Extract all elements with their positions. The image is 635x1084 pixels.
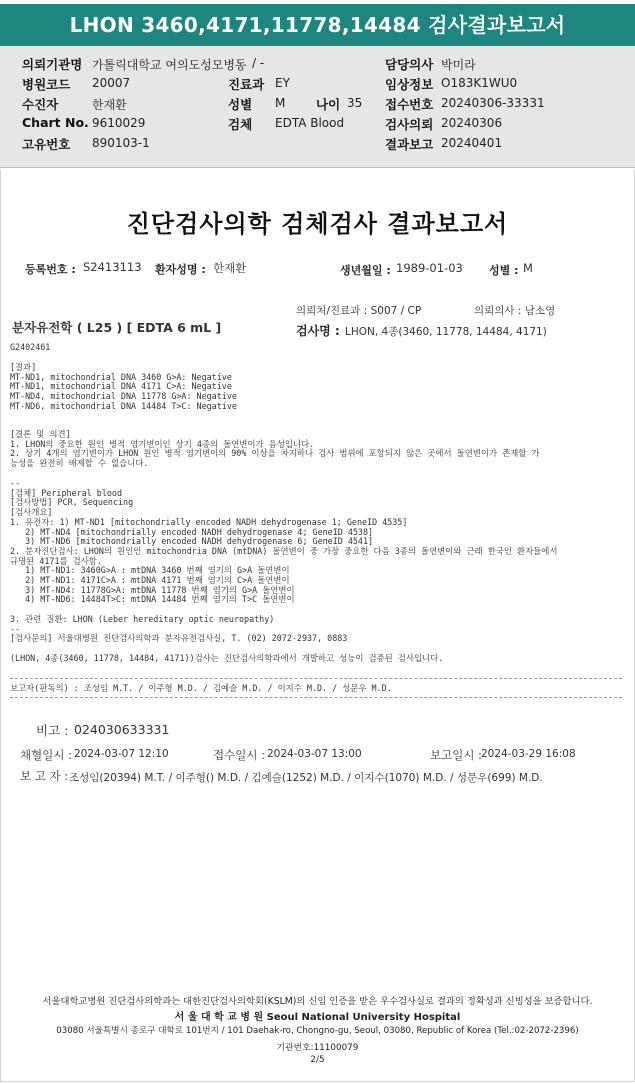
report-header <box>0 46 635 168</box>
receipt-label: 접수번호 <box>385 97 434 112</box>
specimen-id: G2402461 <box>10 342 51 352</box>
method-block: -- [검체] Peripheral blood [검사방법] PCR, Sequencing [검사개요] 1. 유전자: 1) MT-ND1 [mitochondrially encoded NADH dehydrogenase 1; GeneID 4535] 2) MT-ND4 [mitochondrially encoded NADH dehydrogenase 4; GeneID 4538] 3) MT-ND6 [mitochondrially encoded NADH dehydrogenase 6; GeneID 4541] 2. 분자진단검사: LHON의 원인인 mitochondria DNA (mtDNA) 돌연변이 중 가장 중요한 다음 3종의 돌연변이와 근래 한국인 환자들에서 규명된 4171를 검사함. 1) MT-ND1: 3460G>A : mtDNA 3460 번째 염기의 G>A 돌연변이 2) MT-ND1: 4171C>A : mtDNA 4171 번째 염기의 C>A 돌연변이 3) MT-ND4: 11778G>A: mtDNA 11778 번째 염기의 G>A 돌연변이 4) MT-ND6: 14484T>C: mtDNA 14484 번째 염기의 T>C 돌연변이 3. 관련 질환: LHON (Leber hereditary optic neuropathy) -- [검사문의] 서울대병원 진단검사의학과 분자유전검사실, T. (02) 2072-2937, 0883 (LHON, 4종(3460, 11778, 14484, 4171))검사는 진단검사의학과에서 개발하고 성능이 검증된 검사입니다. <box>10 478 558 663</box>
chart-no-value: 9610029 <box>92 116 146 130</box>
reporter-label: 보 고 자 : <box>20 769 69 783</box>
reporters-line: 보고자(판독의) : 조성임 M.T. / 이주형 M.D. / 김예슬 M.D. / 이지수 M.D. / 성문우 M.D. <box>10 683 392 693</box>
receipt-value: 20240306-33331 <box>441 96 545 110</box>
reporter-value: 조성임(20394) M.T. / 이주형() M.D. / 김예슬(1252) M.D. / 이지수(1070) M.D. / 성문우(699) M.D. <box>69 772 543 784</box>
report-time-value: 2024-03-29 16:08 <box>481 748 576 760</box>
unique-no-label: 고유번호 <box>22 137 71 152</box>
report-time-label: 보고일시 : <box>430 748 482 762</box>
institution-label: 의뢰기관명 <box>22 57 83 72</box>
clinical-label: 임상정보 <box>385 77 434 92</box>
reg-no-label: 등록번호 : <box>25 263 76 276</box>
report-label: 결과보고 <box>385 137 434 152</box>
results-block: [결과] MT-ND1, mitochondrial DNA 3460 G>A: Negative MT-ND1, mitochondrial DNA 4171 C>A: Negative MT-ND4, mitochondrial DNA 11778 G>A: Negative MT-ND6, mitochondrial DNA 14484 T>C: Negative <box>10 362 237 411</box>
dob-value: 1989-01-03 <box>396 261 463 275</box>
clinical-value: O183K1WU0 <box>441 76 518 90</box>
request-value: 20240306 <box>441 116 503 130</box>
collect-label: 채혈일시 : <box>20 748 72 762</box>
sex-label: 성별 <box>228 97 253 112</box>
report-value: 20240401 <box>441 136 503 150</box>
collector-value: 한재환 <box>92 98 127 112</box>
sex-label-doc: 성별 : <box>489 264 519 277</box>
report-title-bar: LHON 3460,4171,11778,14484 검사결과보고서 <box>0 4 635 46</box>
specimen-label: 검체 <box>228 117 253 132</box>
dob-label: 생년월일 : <box>340 264 391 277</box>
specimen-value: EDTA Blood <box>275 116 345 130</box>
doctor-label: 담당의사 <box>385 57 434 72</box>
dept-label: 진료과 <box>228 77 265 92</box>
sex-value: M <box>275 96 286 110</box>
institution-code: 기관번호:11100079 <box>276 1043 359 1053</box>
note-label: 비고 : <box>36 723 69 738</box>
institution-value: 가톨릭대학교 여의도성모병동 <box>92 58 247 72</box>
dept-value: EY <box>275 76 290 90</box>
doctor-value: 박미라 <box>441 58 476 72</box>
age-value: 35 <box>347 96 363 110</box>
collector-label: 수진자 <box>22 97 59 112</box>
age-label: 나이 <box>316 97 341 112</box>
certification-note: 서울대학교병원 진단검사의학과는 대한진단검사의학회(KSLM)의 신임 인증을 받은 우수검사실로 결과의 정확성과 신빙성을 보증합니다. <box>42 996 593 1007</box>
institution-suffix: / - <box>252 56 265 70</box>
chart-no-label: Chart No. <box>22 115 89 130</box>
patient-label: 환자성명 : <box>155 263 206 276</box>
receive-value: 2024-03-07 13:00 <box>267 748 362 760</box>
referring-doctor: 의뢰의사 : 남소영 <box>474 305 556 317</box>
divider-top <box>10 678 622 679</box>
divider-bottom <box>10 697 622 698</box>
document-title: 진단검사의학 검체검사 결과보고서 <box>126 210 509 238</box>
hospital-code-label: 병원코드 <box>22 77 71 92</box>
test-name-value: LHON, 4종(3460, 11778, 14484, 4171) <box>345 326 547 338</box>
unique-no-value: 890103-1 <box>92 136 150 150</box>
hospital-name: 서 울 대 학 교 병 원 Seoul National University Hospital <box>174 1012 461 1023</box>
patient-value: 한재환 <box>213 261 247 275</box>
test-name-label: 검사명 : <box>296 324 340 338</box>
section-title: 분자유전학 ( L25 ) [ EDTA 6 mL ] <box>12 320 222 335</box>
collect-value: 2024-03-07 12:10 <box>74 748 169 760</box>
hospital-code-value: 20007 <box>92 76 131 90</box>
reg-no-value: S2413113 <box>83 260 142 274</box>
note-value: 024030633331 <box>74 722 170 737</box>
request-label: 검사의뢰 <box>385 117 434 132</box>
referrer: 의뢰처/진료과 : S007 / CP <box>296 305 422 317</box>
conclusion-block: [결론 및 의견] 1. LHON의 중요한 원인 병적 염기변이인 상기 4종의 돌연변이가 음성입니다. 2. 상기 4개의 염기변이가 LHON 원인 병적 염기변이의 90% 이상을 차지하나 검사 범위에 포함되지 않은 곳에서 돌연변이가 존재할 가 능성을 완전히 배제할 수 없습니다. <box>10 429 540 469</box>
sex-value-doc: M <box>523 261 533 275</box>
page-number: 2/5 <box>310 1055 325 1065</box>
hospital-address: 03080 서울특별시 종로구 대학로 101번지 / 101 Daehak-ro, Chongno-gu, Seoul, 03080, Republic of Korea (Tel.:02-2072-2396) <box>56 1026 579 1036</box>
receive-label: 접수일시 : <box>213 748 265 762</box>
